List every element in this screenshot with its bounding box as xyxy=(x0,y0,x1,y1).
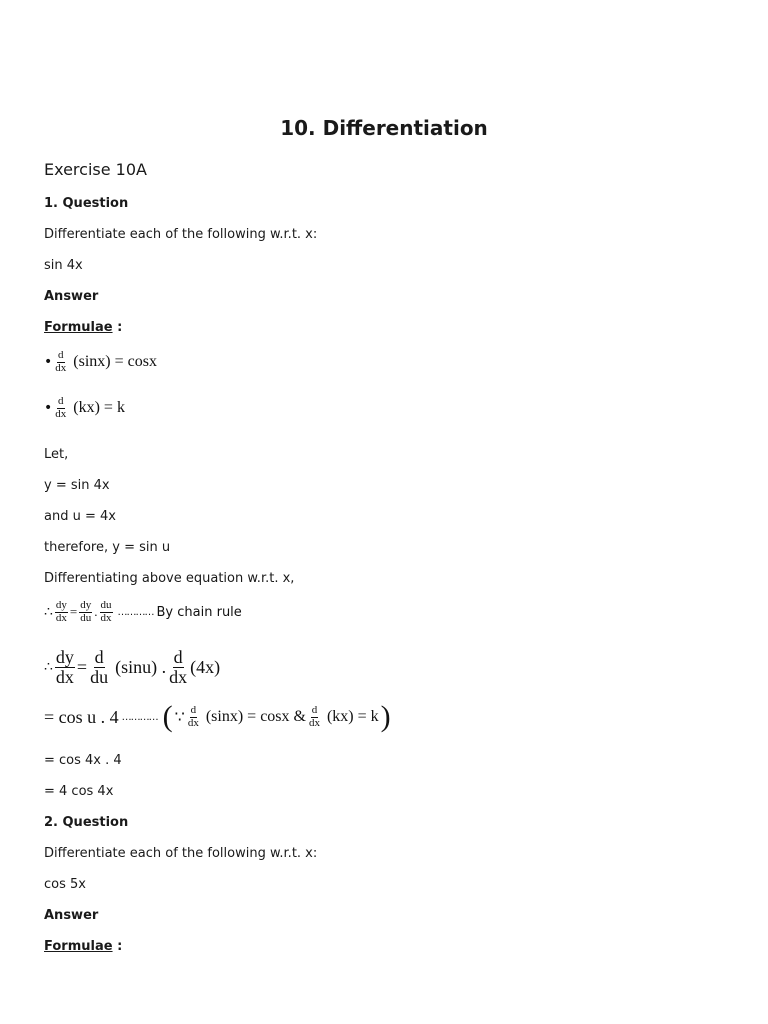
fraction-dy-du xyxy=(79,600,92,624)
fraction-d-dx xyxy=(54,396,67,420)
formula-1-rest: (sinx) = cosx xyxy=(73,353,157,371)
u-definition: and u = 4x xyxy=(44,509,116,524)
step-3-lhs: = cos u . 4 xyxy=(44,706,119,727)
formula-2 xyxy=(44,396,125,420)
ellipsis-dots: ………… xyxy=(117,606,154,618)
q1-formulae-heading xyxy=(44,320,122,336)
frac-num: d xyxy=(58,395,64,407)
frac-num: d xyxy=(173,647,183,667)
step-3-mid: (sinx) = cosx & xyxy=(205,708,306,725)
chain-rule-line xyxy=(44,600,242,624)
frac-den: dx xyxy=(55,666,74,687)
step-2-equation xyxy=(44,648,220,687)
exercise-heading: Exercise 10A xyxy=(44,160,147,179)
fraction-d-dx xyxy=(168,648,188,687)
q1-label: 1. Question xyxy=(44,196,129,211)
frac-den: dx xyxy=(308,716,320,729)
fraction-dy-dx xyxy=(55,600,68,624)
fraction-d-dx xyxy=(54,350,67,374)
frac-num: dy xyxy=(80,599,92,611)
differentiating-text: Differentiating above equation w.r.t. x, xyxy=(44,571,295,586)
step-2-mid: (sinu) . xyxy=(115,656,167,677)
fraction-d-dx xyxy=(187,705,200,729)
step-3-end: (kx) = k xyxy=(326,708,379,725)
frac-num: d xyxy=(190,703,197,716)
therefore-symbol: ∴ xyxy=(44,604,53,620)
bullet-1: • xyxy=(44,354,53,371)
because-symbol: ∵ xyxy=(174,709,185,726)
formula-1 xyxy=(44,350,157,374)
close-paren: ) xyxy=(380,700,391,733)
open-paren: ( xyxy=(162,700,173,733)
q2-prompt: Differentiate each of the following w.r.t. x: xyxy=(44,846,318,861)
frac-num: du xyxy=(100,599,112,611)
result-line-1: = cos 4x . 4 xyxy=(44,753,122,768)
dot: . xyxy=(94,604,98,620)
frac-den: dx xyxy=(55,611,67,624)
ellipsis-dots: ………… xyxy=(121,711,158,723)
q2-label: 2. Question xyxy=(44,815,129,830)
therefore-text: therefore, y = sin u xyxy=(44,540,171,555)
frac-num: dy xyxy=(55,599,67,611)
frac-den: du xyxy=(90,666,109,687)
q1-answer-label: Answer xyxy=(44,289,99,304)
frac-den: dx xyxy=(55,407,67,420)
step-2-end: (4x) xyxy=(190,656,221,677)
formulae-label: Formulae xyxy=(44,320,113,335)
chain-rule-label: By chain rule xyxy=(156,604,242,620)
frac-num: d xyxy=(311,703,318,716)
frac-den: dx xyxy=(100,611,112,624)
fraction-dy-dx xyxy=(55,648,75,687)
q1-prompt: Differentiate each of the following w.r.t. x: xyxy=(44,227,318,242)
formulae-colon: : xyxy=(112,939,123,954)
frac-den: du xyxy=(80,611,92,624)
frac-den: dx xyxy=(187,716,199,729)
fraction-d-du xyxy=(89,648,109,687)
formulae-colon: : xyxy=(112,320,123,335)
formula-2-rest: (kx) = k xyxy=(73,399,125,417)
let-text: Let, xyxy=(44,447,69,462)
y-definition: y = sin 4x xyxy=(44,478,110,493)
frac-den: dx xyxy=(169,666,188,687)
frac-den: dx xyxy=(55,361,67,374)
therefore-symbol: ∴ xyxy=(44,659,53,675)
frac-num: dy xyxy=(55,647,74,667)
fraction-d-dx xyxy=(308,705,321,729)
bullet-2: • xyxy=(44,400,53,417)
frac-num: d xyxy=(58,349,64,361)
page-title: 10. Differentiation xyxy=(280,116,488,140)
q2-formulae-heading xyxy=(44,939,122,955)
result-line-2: = 4 cos 4x xyxy=(44,784,114,799)
equals-sign: = xyxy=(69,604,78,620)
fraction-du-dx xyxy=(100,600,113,624)
step-3-equation xyxy=(44,702,393,732)
q1-expression: sin 4x xyxy=(44,258,83,273)
formulae-label: Formulae xyxy=(44,939,113,954)
q2-expression: cos 5x xyxy=(44,877,86,892)
q2-answer-label: Answer xyxy=(44,908,99,923)
frac-num: d xyxy=(94,647,104,667)
equals-sign: = xyxy=(76,656,88,677)
